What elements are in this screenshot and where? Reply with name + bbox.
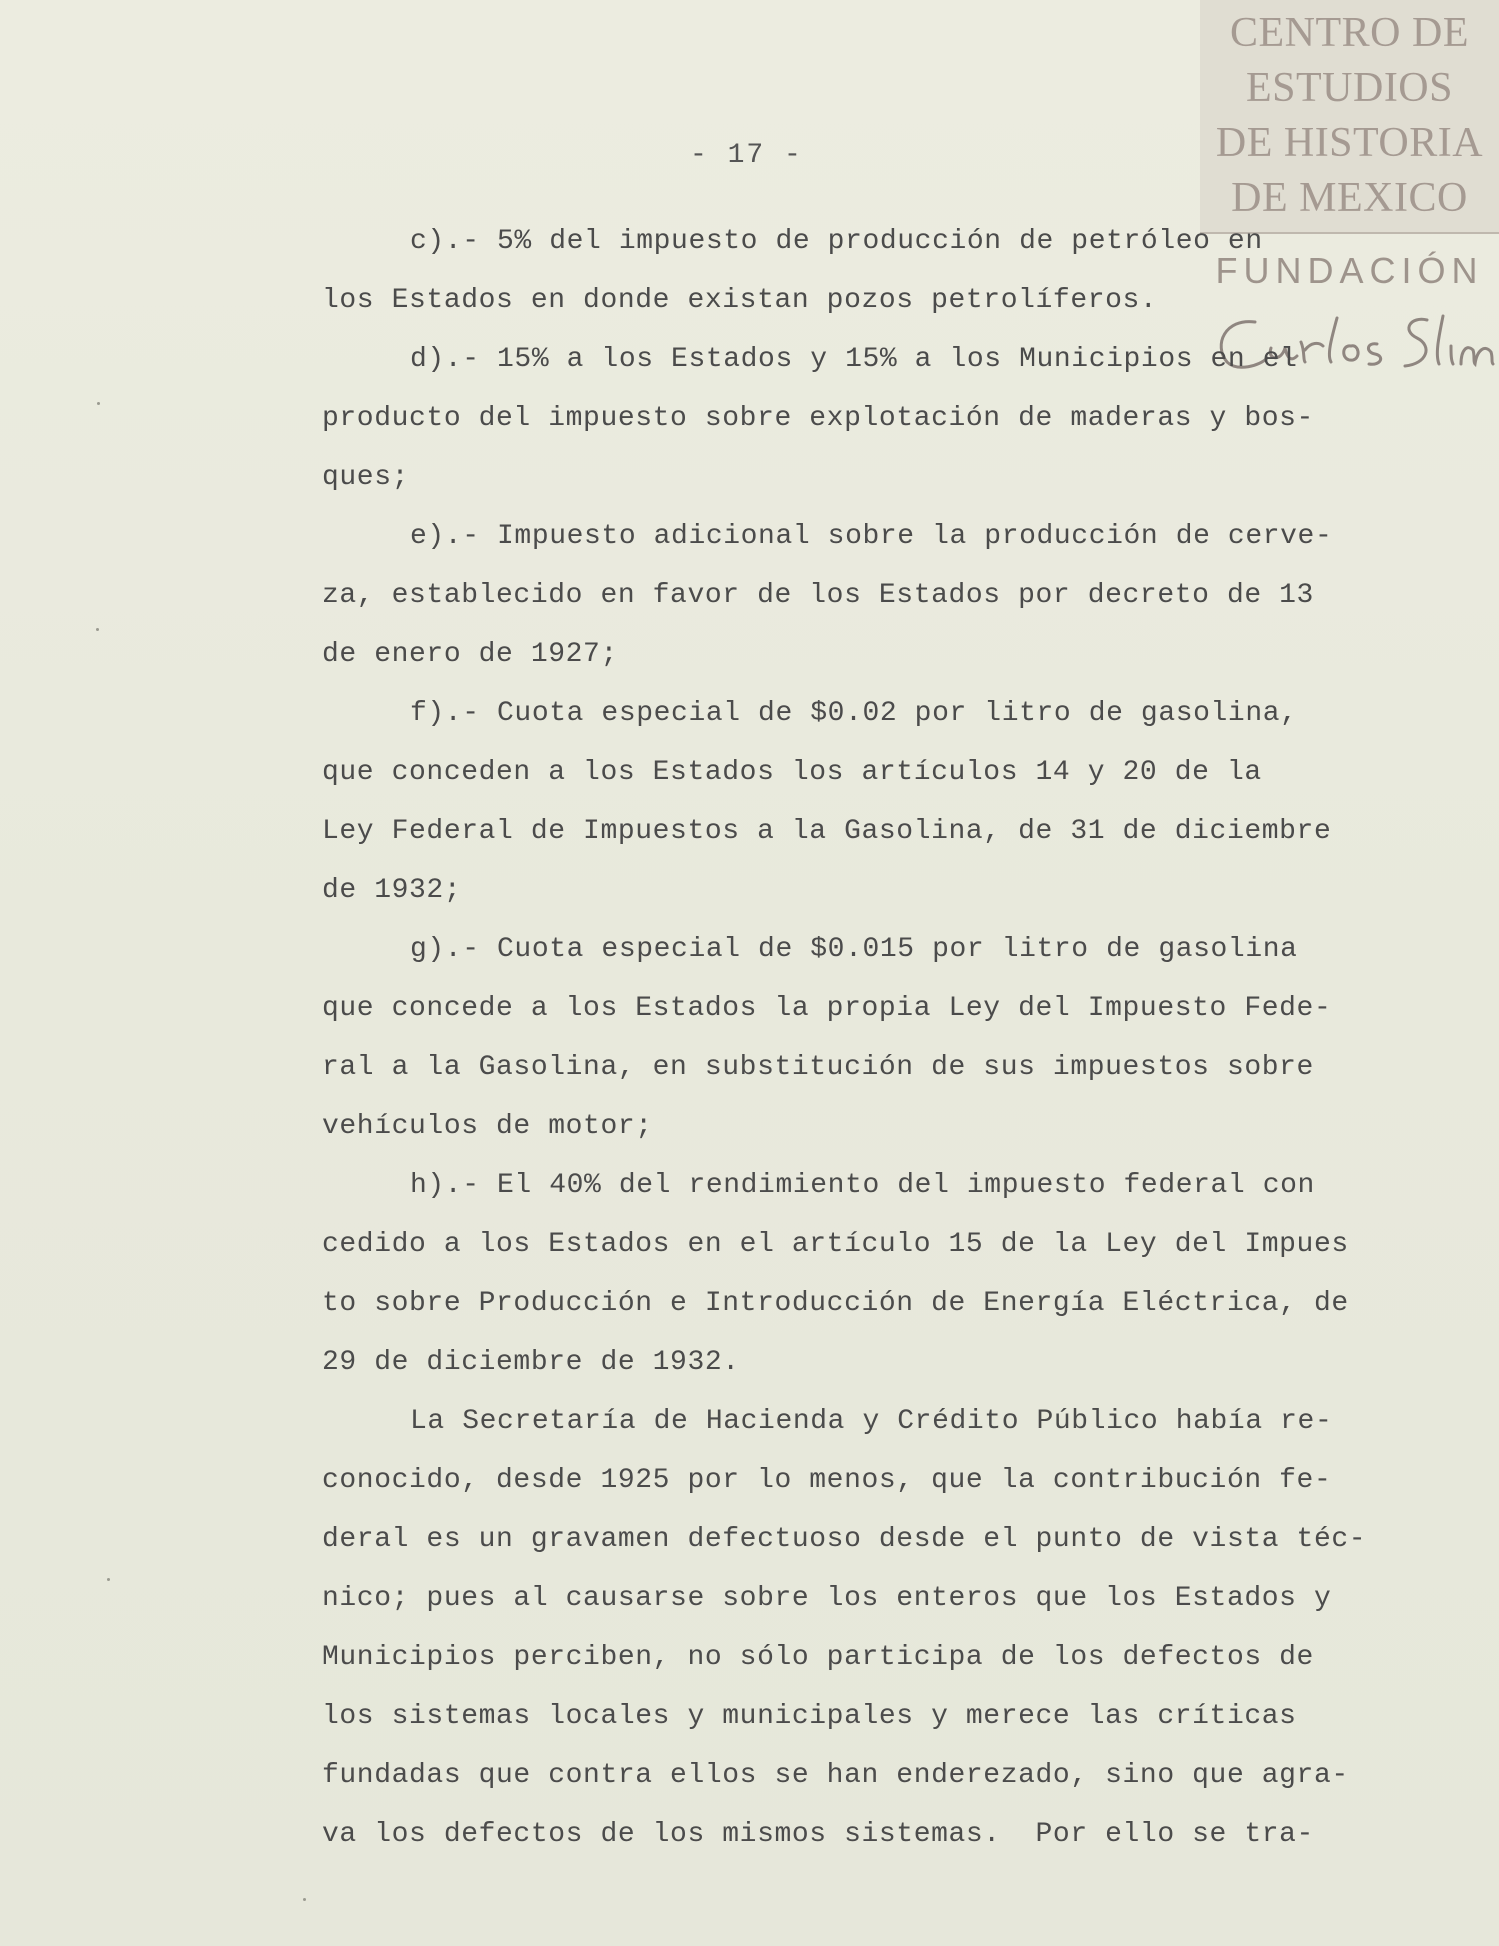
body-line-14: que concede a los Estados la propia Ley del Impuesto Fede-: [322, 993, 1332, 1024]
body-line-18: cedido a los Estados en el artículo 15 de la Ley del Impues: [322, 1229, 1349, 1260]
paper-speck: [303, 1898, 306, 1901]
paper-speck: [107, 1578, 110, 1581]
body-line-2: los Estados en donde existan pozos petrolíferos.: [322, 285, 1158, 316]
body-line-8: de enero de 1927;: [322, 639, 618, 670]
body-line-21: La Secretaría de Hacienda y Crédito Público había re-: [410, 1406, 1333, 1437]
body-line-3: d).- 15% a los Estados y 15% a los Municipios en el: [410, 344, 1298, 375]
body-line-22: conocido, desde 1925 por lo menos, que la contribución fe-: [322, 1465, 1332, 1496]
body-line-6: e).- Impuesto adicional sobre la producción de cerve-: [410, 521, 1333, 552]
body-line-13: g).- Cuota especial de $0.015 por litro de gasolina: [410, 934, 1298, 965]
watermark-line-3: DE HISTORIA: [1215, 120, 1484, 166]
watermark-line-2: ESTUDIOS: [1245, 65, 1453, 111]
body-line-24: nico; pues al causarse sobre los enteros que los Estados y: [322, 1583, 1332, 1614]
watermark-foundation: FUNDACIÓN: [1215, 250, 1484, 291]
body-line-17: h).- El 40% del rendimiento del impuesto federal con: [410, 1170, 1315, 1201]
watermark-line-4: DE MEXICO: [1231, 175, 1468, 221]
body-line-10: que conceden a los Estados los artículos 14 y 20 de la: [322, 757, 1262, 788]
body-line-15: ral a la Gasolina, en substitución de sus impuestos sobre: [322, 1052, 1314, 1083]
body-line-16: vehículos de motor;: [322, 1111, 653, 1142]
body-line-1: c).- 5% del impuesto de producción de petróleo en: [410, 226, 1263, 257]
body-line-12: de 1932;: [322, 875, 462, 906]
body-line-23: deral es un gravamen defectuoso desde el punto de vista téc-: [322, 1524, 1367, 1555]
page-number: - 17 -: [690, 140, 803, 171]
watermark-line-1: CENTRO DE: [1230, 10, 1469, 56]
body-line-27: fundadas que contra ellos se han enderezado, sino que agra-: [322, 1760, 1349, 1791]
paper-speck: [96, 628, 99, 631]
paper-speck: [97, 402, 100, 405]
body-line-5: ques;: [322, 462, 410, 493]
body-line-7: za, establecido en favor de los Estados por decreto de 13: [322, 580, 1314, 611]
body-line-25: Municipios perciben, no sólo participa de los defectos de: [322, 1642, 1314, 1673]
body-line-11: Ley Federal de Impuestos a la Gasolina, de 31 de diciembre: [322, 816, 1332, 847]
body-line-26: los sistemas locales y municipales y merece las críticas: [322, 1701, 1297, 1732]
body-line-9: f).- Cuota especial de $0.02 por litro de gasolina,: [410, 698, 1298, 729]
body-line-28: va los defectos de los mismos sistemas. Por ello se tra-: [322, 1819, 1314, 1850]
body-line-19: to sobre Producción e Introducción de Energía Eléctrica, de: [322, 1288, 1349, 1319]
body-line-4: producto del impuesto sobre explotación de maderas y bos-: [322, 403, 1314, 434]
body-line-20: 29 de diciembre de 1932.: [322, 1347, 740, 1378]
